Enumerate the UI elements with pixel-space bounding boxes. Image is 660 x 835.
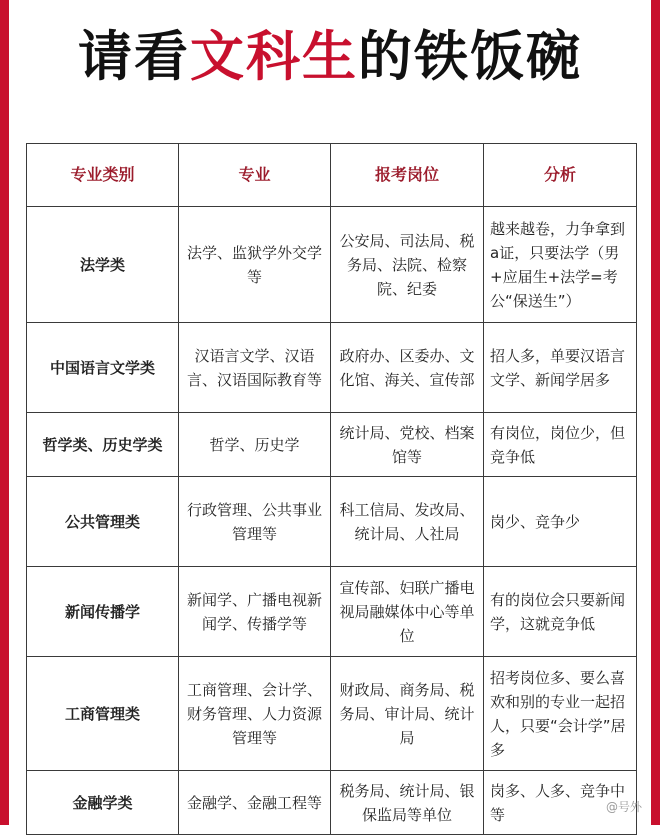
title-highlight: 文科生 [190, 25, 358, 88]
table-row [27, 567, 637, 657]
cell-analysis: 有岗位，岗位少，但竞争低 [484, 413, 637, 477]
title-part-2: 的铁饭碗 [358, 25, 582, 88]
cell-positions: 科工信局、发改局、统计局、人社局 [331, 477, 484, 567]
cell-majors: 法学、监狱学外交学等 [179, 207, 331, 323]
cell-positions: 宣传部、妇联广播电视局融媒体中心等单位 [331, 567, 484, 657]
cell-category: 金融学类 [27, 771, 179, 835]
cell-positions: 公安局、司法局、税务局、法院、检察院、纪委 [331, 207, 484, 323]
cell-analysis: 岗多、人多、竞争中等 [484, 771, 637, 835]
cell-analysis: 招考岗位多、要么喜欢和别的专业一起招人，只要“会计学”居多 [484, 657, 637, 771]
left-accent-bar [0, 0, 9, 825]
cell-positions: 财政局、商务局、税务局、审计局、统计局 [331, 657, 484, 771]
cell-analysis: 有的岗位会只要新闻学，这就竞争低 [484, 567, 637, 657]
table-header-row [27, 144, 637, 207]
cell-positions: 政府办、区委办、文化馆、海关、宣传部 [331, 323, 484, 413]
cell-category: 中国语言文学类 [27, 323, 179, 413]
cell-analysis: 岗少、竞争少 [484, 477, 637, 567]
table-row [27, 323, 637, 413]
title-part-1: 请看 [78, 25, 190, 88]
cell-category: 法学类 [27, 207, 179, 323]
cell-majors: 汉语言文学、汉语言、汉语国际教育等 [179, 323, 331, 413]
cell-analysis: 招人多，单要汉语言文学、新闻学居多 [484, 323, 637, 413]
page-title [0, 22, 660, 92]
watermark: @号外 [605, 800, 642, 814]
cell-majors: 金融学、金融工程等 [179, 771, 331, 835]
cell-category: 工商管理类 [27, 657, 179, 771]
header-category: 专业类别 [27, 144, 179, 207]
cell-analysis: 越来越卷，力争拿到a证，只要法学（男+应届生+法学=考公“保送生”） [484, 207, 637, 323]
cell-category: 新闻传播学 [27, 567, 179, 657]
header-position: 报考岗位 [331, 144, 484, 207]
table-row [27, 413, 637, 477]
cell-majors: 新闻学、广播电视新闻学、传播学等 [179, 567, 331, 657]
table-row [27, 477, 637, 567]
cell-category: 哲学类、历史学类 [27, 413, 179, 477]
cell-positions: 统计局、党校、档案馆等 [331, 413, 484, 477]
cell-category: 公共管理类 [27, 477, 179, 567]
header-major: 专业 [179, 144, 331, 207]
header-analysis: 分析 [484, 144, 637, 207]
table-row [27, 207, 637, 323]
right-accent-bar [651, 0, 660, 825]
cell-majors: 行政管理、公共事业管理等 [179, 477, 331, 567]
cell-positions: 税务局、统计局、银保监局等单位 [331, 771, 484, 835]
table-row [27, 657, 637, 771]
cell-majors: 哲学、历史学 [179, 413, 331, 477]
cell-majors: 工商管理、会计学、财务管理、人力资源管理等 [179, 657, 331, 771]
career-table [26, 143, 636, 835]
